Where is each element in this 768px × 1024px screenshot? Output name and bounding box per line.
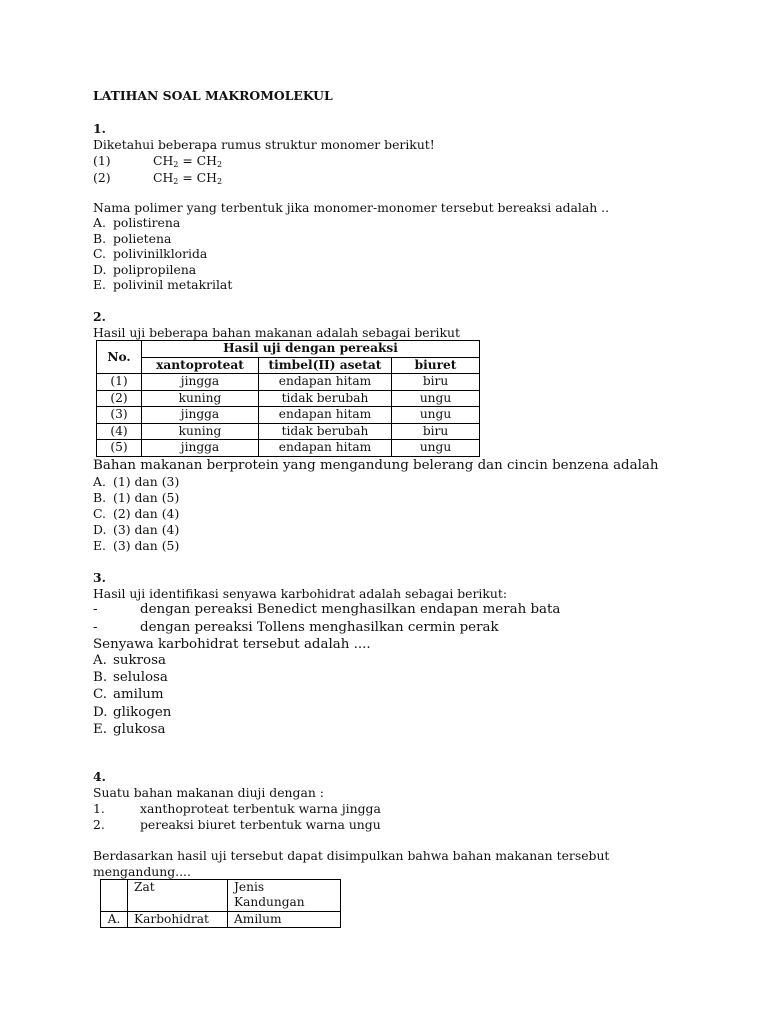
table-row xyxy=(97,390,480,407)
table-cell: tidak berubah xyxy=(259,423,392,440)
question-1-intro: Diketahui beberapa rumus struktur monomer berikut! xyxy=(93,137,435,152)
column-header: xantoproteat xyxy=(142,357,259,374)
option-c: C. (2) dan (4) xyxy=(93,506,180,521)
question-1-text: Nama polimer yang terbentuk jika monomer-monomer tersebut bereaksi adalah .. xyxy=(93,200,610,215)
table-cell: ungu xyxy=(392,407,480,424)
question-4-text-line-1: Berdasarkan hasil uji tersebut dapat disimpulkan bahwa bahan makanan tersebut xyxy=(93,848,610,863)
bullet-marker: - xyxy=(93,620,98,635)
option-a: A. polistirena xyxy=(93,215,181,230)
table-row xyxy=(97,423,480,440)
table-subheader-row xyxy=(97,357,480,374)
table-cell: (3) xyxy=(97,407,142,424)
question-4-number: 4. xyxy=(93,769,106,784)
test-results-table xyxy=(96,340,480,457)
question-4-text-line-2: mengandung.... xyxy=(93,864,191,879)
table-cell: tidak berubah xyxy=(259,390,392,407)
table-row xyxy=(101,912,341,928)
table-cell: jingga xyxy=(142,440,259,457)
item-text: xanthoproteat terbentuk warna jingga xyxy=(140,801,381,816)
monomer-1-label: (1) xyxy=(93,153,111,168)
table-row xyxy=(97,407,480,424)
document-title: LATIHAN SOAL MAKROMOLEKUL xyxy=(93,88,333,103)
column-header: Zat xyxy=(128,880,228,912)
option-b: B. selulosa xyxy=(93,670,168,685)
table-cell: kuning xyxy=(142,390,259,407)
question-4-intro: Suatu bahan makanan diuji dengan : xyxy=(93,785,324,800)
table-cell xyxy=(101,880,128,912)
table-header-row xyxy=(101,880,341,912)
table-cell: biru xyxy=(392,374,480,391)
question-2-number: 2. xyxy=(93,309,106,324)
monomer-2-label: (2) xyxy=(93,170,111,185)
table-cell: endapan hitam xyxy=(259,374,392,391)
table-cell: kuning xyxy=(142,423,259,440)
table-cell: Karbohidrat xyxy=(128,912,228,928)
question-3-number: 3. xyxy=(93,570,106,585)
option-c: C. amilum xyxy=(93,687,164,702)
option-d: D. polipropilena xyxy=(93,262,197,277)
option-c: C. polivinilklorida xyxy=(93,246,208,261)
item-marker: 2. xyxy=(93,817,105,832)
question-2-intro: Hasil uji beberapa bahan makanan adalah sebagai berikut xyxy=(93,325,460,340)
option-d: D. (3) dan (4) xyxy=(93,522,180,537)
option-b: B. (1) dan (5) xyxy=(93,490,180,505)
option-a: A. sukrosa xyxy=(93,653,166,668)
option-a: A. (1) dan (3) xyxy=(93,474,180,489)
table-header-row xyxy=(97,341,480,358)
table-row xyxy=(97,440,480,457)
question-3-text: Senyawa karbohidrat tersebut adalah .... xyxy=(93,637,371,652)
column-header-no: No. xyxy=(97,341,142,374)
option-b: B. polietena xyxy=(93,231,172,246)
bullet-text: dengan pereaksi Tollens menghasilkan cermin perak xyxy=(140,620,499,635)
bullet-marker: - xyxy=(93,602,98,617)
table-cell: ungu xyxy=(392,440,480,457)
table-cell: jingga xyxy=(142,374,259,391)
table-row xyxy=(97,374,480,391)
column-header: Jenis Kandungan xyxy=(228,880,341,912)
table-cell: (5) xyxy=(97,440,142,457)
item-marker: 1. xyxy=(93,801,105,816)
question-3-intro: Hasil uji identifikasi senyawa karbohidrat adalah sebagai berikut: xyxy=(93,586,508,601)
table-cell: A. xyxy=(101,912,128,928)
monomer-1-formula: $CH_2 = CH_2$ xyxy=(153,153,223,169)
table-cell: endapan hitam xyxy=(259,407,392,424)
column-header: timbel(II) asetat xyxy=(259,357,392,374)
table-cell: ungu xyxy=(392,390,480,407)
bullet-text: dengan pereaksi Benedict menghasilkan endapan merah bata xyxy=(140,602,561,617)
option-e: E. glukosa xyxy=(93,722,166,737)
item-text: pereaksi biuret terbentuk warna ungu xyxy=(140,817,381,832)
table-cell: (2) xyxy=(97,390,142,407)
monomer-2-formula: $CH_2 = CH_2$ xyxy=(153,170,223,186)
column-header: biuret xyxy=(392,357,480,374)
table-cell: (4) xyxy=(97,423,142,440)
table-cell: jingga xyxy=(142,407,259,424)
content-table xyxy=(100,879,341,928)
table-cell: endapan hitam xyxy=(259,440,392,457)
table-cell: Amilum xyxy=(228,912,341,928)
option-e: E. (3) dan (5) xyxy=(93,538,180,553)
option-d: D. glikogen xyxy=(93,705,172,720)
column-group-header: Hasil uji dengan pereaksi xyxy=(142,341,480,358)
question-1-number: 1. xyxy=(93,121,106,136)
table-cell: (1) xyxy=(97,374,142,391)
question-2-text: Bahan makanan berprotein yang mengandung belerang dan cincin benzena adalah xyxy=(93,458,659,473)
option-e: E. polivinil metakrilat xyxy=(93,277,233,292)
table-cell: biru xyxy=(392,423,480,440)
